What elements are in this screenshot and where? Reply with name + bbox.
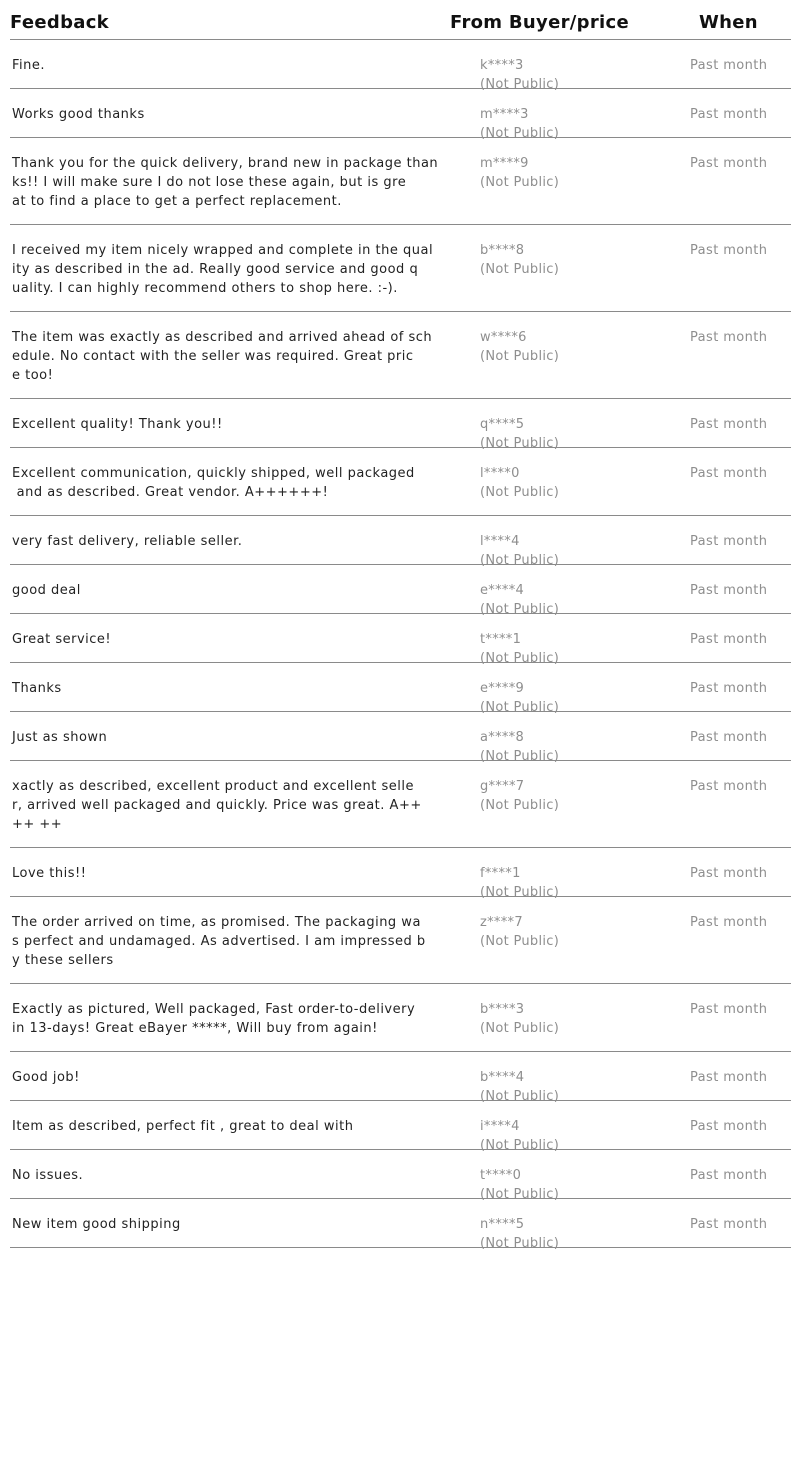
buyer-name: a****8 <box>480 730 525 745</box>
buyer-name: m****3 <box>480 107 529 122</box>
buyer-privacy-note: (Not Public) <box>480 553 560 568</box>
table-row <box>10 984 791 1052</box>
buyer-cell <box>480 777 559 815</box>
when-cell: Past month <box>690 534 768 549</box>
buyer-privacy-note: (Not Public) <box>480 1187 560 1202</box>
buyer-cell <box>480 241 559 279</box>
buyer-privacy-note: (Not Public) <box>480 700 560 715</box>
when-cell: Past month <box>690 866 768 881</box>
feedback-text: Just as shown <box>12 730 108 745</box>
when-column-header: When <box>699 12 758 33</box>
table-row <box>10 712 791 764</box>
buyer-name: g****7 <box>480 779 525 794</box>
buyer-name: b****3 <box>480 1002 525 1017</box>
buyer-privacy-note: (Not Public) <box>480 1236 560 1251</box>
feedback-text: Item as described, perfect fit , great to deal with <box>12 1119 354 1134</box>
feedback-text: Love this!! <box>12 866 87 881</box>
buyer-name: z****7 <box>480 915 523 930</box>
feedback-text: Excellent quality! Thank you!! <box>12 417 223 432</box>
feedback-text: Fine. <box>12 58 46 73</box>
when-cell: Past month <box>690 466 768 481</box>
buyer-name: b****4 <box>480 1070 525 1085</box>
when-cell: Past month <box>690 632 768 647</box>
when-cell: Past month <box>690 417 768 432</box>
buyer-cell <box>480 154 559 192</box>
buyer-privacy-note: (Not Public) <box>480 1021 560 1036</box>
buyer-name: t****1 <box>480 632 522 647</box>
when-cell: Past month <box>690 779 768 794</box>
table-row <box>10 89 791 141</box>
when-cell: Past month <box>690 1217 768 1232</box>
buyer-privacy-note: (Not Public) <box>480 77 560 92</box>
when-cell: Past month <box>690 58 768 73</box>
when-cell: Past month <box>690 915 768 930</box>
table-row <box>10 1052 791 1104</box>
when-cell: Past month <box>690 156 768 171</box>
table-row <box>10 897 791 984</box>
buyer-privacy-note: (Not Public) <box>480 934 560 949</box>
buyer-privacy-note: (Not Public) <box>480 885 560 900</box>
buyer-name: l****0 <box>480 466 520 481</box>
when-cell: Past month <box>690 330 768 345</box>
buyer-privacy-note: (Not Public) <box>480 798 560 813</box>
buyer-name: e****4 <box>480 583 525 598</box>
table-row <box>10 312 791 399</box>
when-cell: Past month <box>690 1002 768 1017</box>
table-row <box>10 1150 791 1202</box>
feedback-text: Good job! <box>12 1070 80 1085</box>
buyer-cell <box>480 464 559 502</box>
buyer-privacy-note: (Not Public) <box>480 175 560 190</box>
table-row <box>10 399 791 451</box>
buyer-name: e****9 <box>480 681 525 696</box>
table-row <box>10 40 791 92</box>
feedback-text: No issues. <box>12 1168 84 1183</box>
feedback-text: Excellent communication, quickly shipped, well packaged and as described. Great vendor. A++++++! <box>12 466 415 500</box>
buyer-column-header: From Buyer/price <box>450 12 629 33</box>
table-row <box>10 565 791 617</box>
feedback-table <box>10 0 791 1251</box>
buyer-name: b****8 <box>480 243 525 258</box>
feedback-text: Exactly as pictured, Well packaged, Fast order-to-delivery in 13-days! Great eBayer *****, Will buy from again! <box>12 1002 416 1036</box>
feedback-text: Thanks <box>12 681 62 696</box>
buyer-name: t****0 <box>480 1168 522 1183</box>
table-row <box>10 516 791 568</box>
when-cell: Past month <box>690 1070 768 1085</box>
when-cell: Past month <box>690 1168 768 1183</box>
when-cell: Past month <box>690 243 768 258</box>
buyer-cell <box>480 328 559 366</box>
buyer-privacy-note: (Not Public) <box>480 485 560 500</box>
feedback-text: Works good thanks <box>12 107 145 122</box>
table-row <box>10 663 791 715</box>
table-row <box>10 1101 791 1153</box>
buyer-privacy-note: (Not Public) <box>480 349 560 364</box>
table-row <box>10 848 791 900</box>
table-header <box>10 0 791 40</box>
buyer-privacy-note: (Not Public) <box>480 651 560 666</box>
feedback-text: New item good shipping <box>12 1217 181 1232</box>
buyer-privacy-note: (Not Public) <box>480 749 560 764</box>
table-row <box>10 614 791 666</box>
buyer-privacy-note: (Not Public) <box>480 262 560 277</box>
table-row <box>10 138 791 225</box>
feedback-text: Great service! <box>12 632 112 647</box>
buyer-cell <box>480 913 559 951</box>
table-row <box>10 448 791 516</box>
feedback-text: good deal <box>12 583 81 598</box>
feedback-text: very fast delivery, reliable seller. <box>12 534 243 549</box>
table-row <box>10 1199 791 1251</box>
buyer-privacy-note: (Not Public) <box>480 1138 560 1153</box>
feedback-rows <box>10 40 791 1251</box>
feedback-column-header: Feedback <box>10 12 109 33</box>
when-cell: Past month <box>690 107 768 122</box>
buyer-name: q****5 <box>480 417 525 432</box>
buyer-name: n****5 <box>480 1217 525 1232</box>
table-row <box>10 225 791 312</box>
buyer-name: w****6 <box>480 330 527 345</box>
buyer-privacy-note: (Not Public) <box>480 436 560 451</box>
buyer-name: i****4 <box>480 1119 520 1134</box>
buyer-privacy-note: (Not Public) <box>480 602 560 617</box>
feedback-text: xactly as described, excellent product and excellent selle r, arrived well packaged and quickly. Price was great. A++ ++ ++ <box>12 779 422 832</box>
buyer-name: m****9 <box>480 156 529 171</box>
buyer-privacy-note: (Not Public) <box>480 126 560 141</box>
feedback-text: I received my item nicely wrapped and complete in the qual ity as described in the ad. Really good service and good q uality. I can highly recommend others to shop here. :-). <box>12 243 434 296</box>
buyer-name: f****1 <box>480 866 521 881</box>
when-cell: Past month <box>690 681 768 696</box>
when-cell: Past month <box>690 1119 768 1134</box>
buyer-name: k****3 <box>480 58 524 73</box>
buyer-privacy-note: (Not Public) <box>480 1089 560 1104</box>
buyer-name: l****4 <box>480 534 520 549</box>
feedback-text: Thank you for the quick delivery, brand new in package than ks!! I will make sure I do not lose these again, but is gre at to find a place to get a perfect replacement. <box>12 156 439 209</box>
buyer-cell <box>480 1215 559 1253</box>
feedback-text: The order arrived on time, as promised. The packaging wa s perfect and undamaged. As advertised. I am impressed b y these sellers <box>12 915 426 968</box>
table-row <box>10 761 791 848</box>
when-cell: Past month <box>690 583 768 598</box>
when-cell: Past month <box>690 730 768 745</box>
buyer-cell <box>480 1000 559 1038</box>
feedback-text: The item was exactly as described and arrived ahead of sch edule. No contact with the seller was required. Great pric e too! <box>12 330 433 383</box>
